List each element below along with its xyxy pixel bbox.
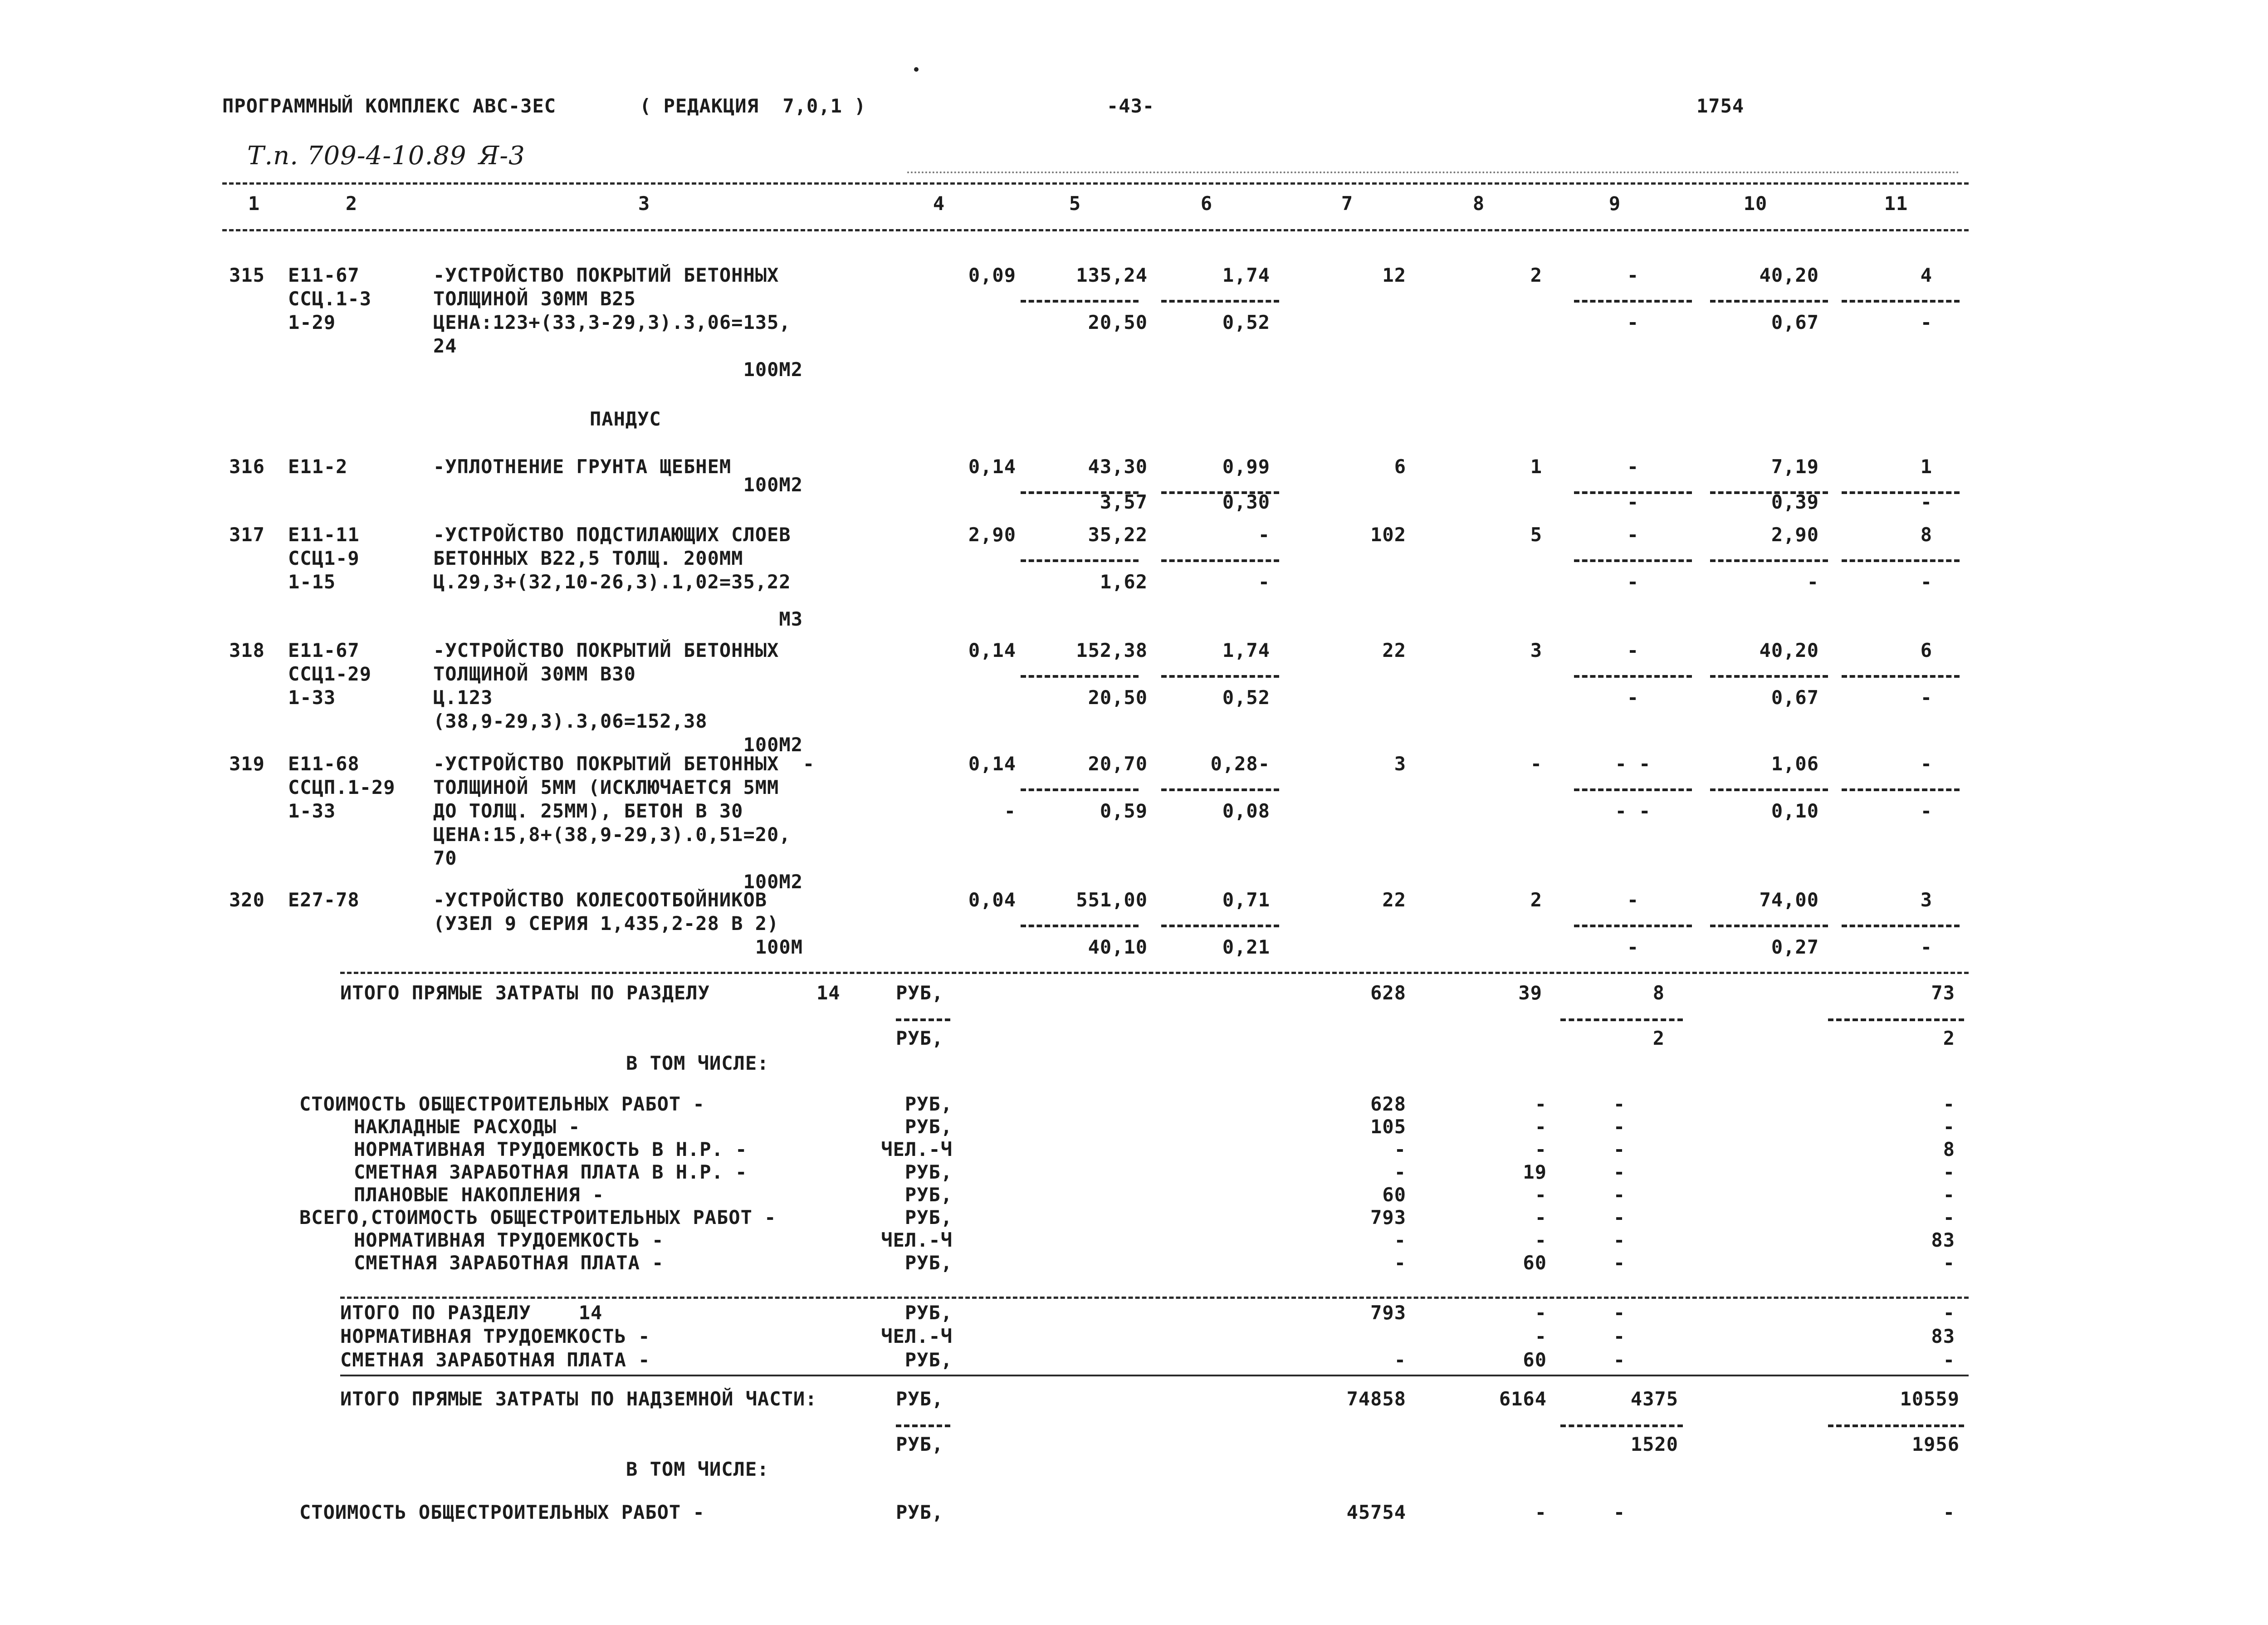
cell-col10-sub: 0,39: [1771, 491, 1819, 513]
section-total-unit: РУБ,: [904, 1302, 953, 1324]
direct-costs-col8: 39: [1518, 982, 1542, 1004]
cell-col5-sub: 1,62: [1100, 571, 1148, 593]
section-total-col8: -: [1535, 1325, 1547, 1347]
cell-col10-sub: 0,27: [1771, 936, 1819, 958]
total-line-col11: -: [1943, 1116, 1955, 1138]
cell-col8: -: [1530, 753, 1542, 775]
section-total-col11: -: [1943, 1349, 1955, 1371]
subtotal-rule: [340, 1297, 1969, 1299]
fraction-currency: [896, 1018, 950, 1021]
column-header-9: 9: [1608, 192, 1621, 215]
cell-col11-sub: -: [1920, 800, 1932, 822]
cell-col4: 0,14: [968, 753, 1016, 775]
cell-col6-sub: -: [1258, 571, 1270, 593]
row-code: 1-33: [288, 686, 336, 709]
fraction-col6: [1161, 300, 1279, 303]
section-total-unit: РУБ,: [904, 1349, 953, 1371]
cell-col11: 4: [1920, 264, 1932, 286]
program-title: ПРОГРАММНЫЙ КОМПЛЕКС АВС-ЗЕС: [222, 95, 557, 117]
section-total-col11: 83: [1931, 1325, 1955, 1347]
direct-costs-col11: 73: [1931, 982, 1955, 1004]
section-total-col7: 793: [1370, 1302, 1406, 1324]
cell-col9-sub: -: [1627, 491, 1639, 513]
direct-costs-col11-sub: 2: [1943, 1027, 1955, 1049]
total-line-col7: 793: [1370, 1206, 1406, 1229]
total-line-col7: 105: [1370, 1116, 1406, 1138]
currency-label: РУБ,: [896, 982, 944, 1004]
cell-col5-sub: 3,57: [1100, 491, 1148, 513]
column-header-2: 2: [345, 192, 358, 215]
cell-col9-sub: -: [1627, 311, 1639, 333]
cell-col10-sub: 0,10: [1771, 800, 1819, 822]
cell-col10: 7,19: [1771, 455, 1819, 478]
cell-col11: 1: [1920, 455, 1932, 478]
section-total-col8: 60: [1523, 1349, 1547, 1371]
fraction-above-col9: [1560, 1424, 1683, 1427]
total-line-unit: ЧЕЛ.-Ч: [881, 1138, 953, 1160]
fraction-col9: [1574, 925, 1692, 927]
total-line-label: ВСЕГО,СТОИМОСТЬ ОБЩЕСТРОИТЕЛЬНЫХ РАБОТ -: [299, 1206, 777, 1229]
cell-col11: -: [1920, 753, 1932, 775]
column-header-10: 10: [1743, 192, 1768, 215]
row-description: Ц.123: [433, 686, 493, 709]
cell-col5: 551,00: [1076, 889, 1148, 911]
fraction-col9: [1574, 675, 1692, 678]
total-line-col7: 628: [1370, 1093, 1406, 1115]
cell-col6-sub: 0,30: [1222, 491, 1270, 513]
fraction-col6: [1161, 788, 1279, 791]
cell-col9: -: [1627, 639, 1639, 661]
cell-col9: -: [1627, 889, 1639, 911]
cell-col8: 5: [1530, 524, 1542, 546]
column-header-1: 1: [248, 192, 260, 215]
cell-col6: 0,71: [1222, 889, 1270, 911]
row-description: (УЗЕЛ 9 СЕРИЯ 1,435,2-28 В 2): [433, 912, 779, 935]
row-description: БЕТОННЫХ В22,5 ТОЛЩ. 200ММ: [433, 547, 743, 569]
row-description: (38,9-29,3).3,06=152,38: [433, 710, 708, 732]
cell-col8: 2: [1530, 264, 1542, 286]
total-line-col8: 19: [1523, 1161, 1547, 1183]
page-number: -43-: [1107, 95, 1155, 117]
sheet-number: 1754: [1696, 95, 1745, 117]
total-line-col9: -: [1613, 1206, 1626, 1229]
fraction-col5: [1021, 300, 1139, 303]
cell-col10: 40,20: [1759, 264, 1819, 286]
section-total-col9: -: [1613, 1349, 1626, 1371]
total-line-col11: 8: [1943, 1138, 1955, 1160]
above-ground-label: ИТОГО ПРЯМЫЕ ЗАТРАТЫ ПО НАДЗЕМНОЙ ЧАСТИ:: [340, 1388, 817, 1410]
row-description: ТОЛЩИНОЙ 30ММ В30: [433, 663, 636, 685]
cell-col4-sub: -: [1004, 800, 1016, 822]
total-line-label: СТОИМОСТЬ ОБЩЕСТРОИТЕЛЬНЫХ РАБОТ -: [299, 1093, 705, 1115]
total-line-col11: -: [1943, 1206, 1955, 1229]
cell-col6: 1,74: [1222, 264, 1270, 286]
total-line-label: НОРМАТИВНАЯ ТРУДОЕМКОСТЬ В Н.Р. -: [354, 1138, 748, 1160]
total-line-col11: -: [1943, 1252, 1955, 1274]
header-bottom-rule: [222, 229, 1969, 231]
cell-col6-sub: 0,52: [1222, 686, 1270, 709]
total-line-label: ПЛАНОВЫЕ НАКОПЛЕНИЯ -: [354, 1184, 605, 1206]
above-ground-col11: 10559: [1900, 1388, 1960, 1410]
column-header-5: 5: [1069, 192, 1081, 215]
cell-col7: 102: [1370, 524, 1406, 546]
total-line-col7: 60: [1382, 1184, 1406, 1206]
cell-col9: -: [1627, 264, 1639, 286]
total-line-col7: -: [1394, 1229, 1406, 1251]
handwritten-reference: Т.п. 709-4-10.89: [247, 141, 467, 171]
row-description: ЦЕНА:123+(33,3-29,3).3,06=135,: [433, 311, 791, 333]
currency-label: РУБ,: [896, 1388, 944, 1410]
row-code: ССЦ.1-3: [288, 288, 372, 310]
cell-col9: - -: [1615, 753, 1651, 775]
direct-costs-col7: 628: [1370, 982, 1406, 1004]
cell-col5: 152,38: [1076, 639, 1148, 661]
total-line-col7: -: [1394, 1138, 1406, 1160]
fraction-col11: [1842, 675, 1960, 678]
general-works-label: СТОИМОСТЬ ОБЩЕСТРОИТЕЛЬНЫХ РАБОТ -: [299, 1501, 705, 1523]
cell-col4: 0,14: [968, 639, 1016, 661]
cell-col9-sub: -: [1627, 686, 1639, 709]
cell-col9-sub: - -: [1615, 800, 1651, 822]
above-ground-rule: [340, 1375, 1969, 1376]
fraction-col10: [1710, 788, 1828, 791]
section-total-label: НОРМАТИВНАЯ ТРУДОЕМКОСТЬ -: [340, 1325, 650, 1347]
section-total-col11: -: [1943, 1302, 1955, 1324]
row-description: -УПЛОТНЕНИЕ ГРУНТА ЩЕБНЕМ: [433, 455, 732, 478]
fraction-col11: [1842, 300, 1960, 303]
above-ground-col9: 4375: [1630, 1388, 1678, 1410]
currency-label: РУБ,: [896, 1433, 944, 1455]
cell-col5: 35,22: [1088, 524, 1148, 546]
fraction-col10: [1710, 559, 1828, 562]
row-code: Е11-67: [288, 264, 360, 286]
row-code: ССЦ1-29: [288, 663, 372, 685]
total-line-unit: РУБ,: [904, 1093, 953, 1115]
fraction-col6: [1161, 925, 1279, 927]
row-description: 24: [433, 335, 457, 357]
fraction-col11: [1842, 559, 1960, 562]
fraction-col11: [1842, 925, 1960, 927]
including-label: В ТОМ ЧИСЛЕ:: [626, 1052, 769, 1074]
row-description: -УСТРОЙСТВО ПОКРЫТИЙ БЕТОННЫХ: [433, 639, 779, 661]
row-unit: М3: [779, 608, 803, 630]
row-code: 1-15: [288, 571, 336, 593]
cell-col9-sub: -: [1627, 936, 1639, 958]
column-header-6: 6: [1200, 192, 1213, 215]
fraction-col9: [1574, 559, 1692, 562]
cell-col5-sub: 20,50: [1088, 686, 1148, 709]
total-line-col8: -: [1535, 1229, 1547, 1251]
fraction-col5: [1021, 925, 1139, 927]
speck-mark: [914, 67, 919, 72]
cell-col5-sub: 40,10: [1088, 936, 1148, 958]
row-code: Е11-11: [288, 524, 360, 546]
row-description: 70: [433, 847, 457, 869]
section-total-col7: -: [1394, 1349, 1406, 1371]
total-line-col8: -: [1535, 1184, 1547, 1206]
fraction-direct-col9: [1560, 1018, 1683, 1021]
cell-col7: 6: [1394, 455, 1406, 478]
cell-col4: 2,90: [968, 524, 1016, 546]
row-number: 320: [229, 889, 265, 911]
cell-col5: 135,24: [1076, 264, 1148, 286]
cell-col10: 2,90: [1771, 524, 1819, 546]
row-code: Е27-78: [288, 889, 360, 911]
total-line-label: НОРМАТИВНАЯ ТРУДОЕМКОСТЬ -: [354, 1229, 664, 1251]
cell-col7: 22: [1382, 639, 1406, 661]
above-ground-col8: 6164: [1499, 1388, 1547, 1410]
cell-col6: 1,74: [1222, 639, 1270, 661]
direct-costs-label: ИТОГО ПРЯМЫЕ ЗАТРАТЫ ПО РАЗДЕЛУ: [340, 982, 710, 1004]
row-description: -УСТРОЙСТВО ПОКРЫТИЙ БЕТОННЫХ -: [433, 753, 815, 775]
cell-col6-sub: 0,08: [1222, 800, 1270, 822]
cell-col11-sub: -: [1920, 491, 1932, 513]
total-line-col8: -: [1535, 1116, 1547, 1138]
total-line-col11: -: [1943, 1093, 1955, 1115]
cell-col11: 3: [1920, 889, 1932, 911]
row-unit: 100М2: [743, 734, 803, 756]
total-line-unit: РУБ,: [904, 1252, 953, 1274]
cell-col4: 0,14: [968, 455, 1016, 478]
section-total-col9: -: [1613, 1325, 1626, 1347]
row-unit: 100М2: [743, 474, 803, 496]
row-unit: 100М2: [743, 871, 803, 893]
direct-costs-col9: 8: [1652, 982, 1665, 1004]
cell-col11: 8: [1920, 524, 1932, 546]
general-works-col7: 45754: [1346, 1501, 1406, 1523]
cell-col8: 2: [1530, 889, 1542, 911]
row-number: 319: [229, 753, 265, 775]
cell-col10: 1,06: [1771, 753, 1819, 775]
total-line-col8: -: [1535, 1093, 1547, 1115]
row-number: 316: [229, 455, 265, 478]
row-description: ДО ТОЛЩ. 25ММ), БЕТОН В 30: [433, 800, 743, 822]
total-line-col9: -: [1613, 1138, 1626, 1160]
column-header-8: 8: [1472, 192, 1485, 215]
total-line-col8: 60: [1523, 1252, 1547, 1274]
total-line-col11: -: [1943, 1184, 1955, 1206]
cell-col10: 74,00: [1759, 889, 1819, 911]
fraction-col10: [1710, 925, 1828, 927]
column-header-4: 4: [933, 192, 945, 215]
cell-col7: 12: [1382, 264, 1406, 286]
total-line-col7: -: [1394, 1161, 1406, 1183]
total-line-col9: -: [1613, 1184, 1626, 1206]
dotted-noise: [907, 171, 1960, 173]
cell-col5: 20,70: [1088, 753, 1148, 775]
total-line-col8: -: [1535, 1138, 1547, 1160]
total-line-col9: -: [1613, 1252, 1626, 1274]
fraction-currency: [896, 1424, 950, 1427]
general-works-col8: -: [1535, 1501, 1547, 1523]
cell-col6-sub: 0,52: [1222, 311, 1270, 333]
cell-col6: -: [1258, 524, 1270, 546]
direct-costs-col9-sub: 2: [1652, 1027, 1665, 1049]
section-total-label: ИТОГО ПО РАЗДЕЛУ 14: [340, 1302, 603, 1324]
fraction-col6: [1161, 559, 1279, 562]
row-code: Е11-68: [288, 753, 360, 775]
cell-col5: 43,30: [1088, 455, 1148, 478]
above-ground-col9-sub: 1520: [1630, 1433, 1678, 1455]
cell-col11-sub: -: [1920, 311, 1932, 333]
general-works-col11: -: [1943, 1501, 1955, 1523]
row-code: 1-33: [288, 800, 336, 822]
cell-col5-sub: 20,50: [1088, 311, 1148, 333]
section-total-col9: -: [1613, 1302, 1626, 1324]
total-line-label: НАКЛАДНЫЕ РАСХОДЫ -: [354, 1116, 581, 1138]
edition-label: ( РЕДАКЦИЯ 7,0,1 ): [640, 95, 866, 117]
fraction-col5: [1021, 559, 1139, 562]
total-line-unit: РУБ,: [904, 1206, 953, 1229]
total-line-unit: ЧЕЛ.-Ч: [881, 1229, 953, 1251]
cell-col6: 0,99: [1222, 455, 1270, 478]
cell-col7: 22: [1382, 889, 1406, 911]
cell-col11-sub: -: [1920, 936, 1932, 958]
fraction-col11: [1842, 788, 1960, 791]
fraction-above-col11: [1828, 1424, 1964, 1427]
cell-col9: -: [1627, 524, 1639, 546]
cell-col7: 3: [1394, 753, 1406, 775]
section-total-label: СМЕТНАЯ ЗАРАБОТНАЯ ПЛАТА -: [340, 1349, 650, 1371]
row-description: Ц.29,3+(32,10-26,3).1,02=35,22: [433, 571, 791, 593]
general-works-unit: РУБ,: [896, 1501, 944, 1523]
cell-col8: 1: [1530, 455, 1542, 478]
row-number: 315: [229, 264, 265, 286]
fraction-col10: [1710, 675, 1828, 678]
cell-col6: 0,28-: [1210, 753, 1270, 775]
total-line-col9: -: [1613, 1093, 1626, 1115]
cell-col4: 0,04: [968, 889, 1016, 911]
section-total-unit: ЧЕЛ.-Ч: [881, 1325, 953, 1347]
row-code: ССЦ1-9: [288, 547, 360, 569]
fraction-col9: [1574, 300, 1692, 303]
cell-col11-sub: -: [1920, 686, 1932, 709]
row-description: -УСТРОЙСТВО КОЛЕСООТБОЙНИКОВ: [433, 889, 767, 911]
cell-col9-sub: -: [1627, 571, 1639, 593]
section-rule: [340, 972, 1969, 974]
cell-col10-sub: 0,67: [1771, 311, 1819, 333]
row-description: ЦЕНА:15,8+(38,9-29,3).0,51=20,: [433, 823, 791, 846]
fraction-direct-col11: [1828, 1018, 1964, 1021]
cell-col5-sub: 0,59: [1100, 800, 1148, 822]
row-number: 318: [229, 639, 265, 661]
row-unit: 100М2: [743, 358, 803, 381]
direct-costs-section: 14: [816, 982, 841, 1004]
fraction-col5: [1021, 788, 1139, 791]
fraction-col5: [1021, 675, 1139, 678]
total-line-unit: РУБ,: [904, 1184, 953, 1206]
section-heading: ПАНДУС: [590, 408, 661, 430]
row-code: Е11-2: [288, 455, 348, 478]
cell-col9: -: [1627, 455, 1639, 478]
currency-label: РУБ,: [896, 1027, 944, 1049]
total-line-unit: РУБ,: [904, 1116, 953, 1138]
including-label-2: В ТОМ ЧИСЛЕ:: [626, 1458, 769, 1480]
total-line-col7: -: [1394, 1252, 1406, 1274]
section-total-col8: -: [1535, 1302, 1547, 1324]
total-line-col8: -: [1535, 1206, 1547, 1229]
total-line-col11: -: [1943, 1161, 1955, 1183]
row-description: ТОЛЩИНОЙ 30ММ В25: [433, 288, 636, 310]
header-top-rule: [222, 182, 1969, 185]
above-ground-col11-sub: 1956: [1911, 1433, 1960, 1455]
fraction-col9: [1574, 788, 1692, 791]
column-header-11: 11: [1884, 192, 1908, 215]
row-description: -УСТРОЙСТВО ПОКРЫТИЙ БЕТОННЫХ: [433, 264, 779, 286]
row-code: Е11-67: [288, 639, 360, 661]
row-code: ССЦП.1-29: [288, 776, 396, 798]
cell-col10-sub: -: [1807, 571, 1819, 593]
cell-col11-sub: -: [1920, 571, 1932, 593]
total-line-label: СМЕТНАЯ ЗАРАБОТНАЯ ПЛАТА -: [354, 1252, 664, 1274]
cell-col6-sub: 0,21: [1222, 936, 1270, 958]
handwritten-code: Я-3: [479, 141, 525, 171]
total-line-label: СМЕТНАЯ ЗАРАБОТНАЯ ПЛАТА В Н.Р. -: [354, 1161, 748, 1183]
column-header-3: 3: [638, 192, 650, 215]
general-works-col9: -: [1613, 1501, 1626, 1523]
total-line-col9: -: [1613, 1229, 1626, 1251]
cell-col10: 40,20: [1759, 639, 1819, 661]
cell-col8: 3: [1530, 639, 1542, 661]
above-ground-col7: 74858: [1346, 1388, 1406, 1410]
fraction-col10: [1710, 300, 1828, 303]
total-line-unit: РУБ,: [904, 1161, 953, 1183]
cell-col11: 6: [1920, 639, 1932, 661]
row-description: -УСТРОЙСТВО ПОДСТИЛАЮЩИХ СЛОЕВ: [433, 524, 791, 546]
cell-col10-sub: 0,67: [1771, 686, 1819, 709]
row-unit: 100М: [755, 936, 803, 958]
row-description: ТОЛЩИНОЙ 5ММ (ИСКЛЮЧАЕТСЯ 5ММ: [433, 776, 779, 798]
row-code: 1-29: [288, 311, 336, 333]
row-number: 317: [229, 524, 265, 546]
total-line-col9: -: [1613, 1161, 1626, 1183]
fraction-col6: [1161, 675, 1279, 678]
total-line-col11: 83: [1931, 1229, 1955, 1251]
total-line-col9: -: [1613, 1116, 1626, 1138]
cell-col4: 0,09: [968, 264, 1016, 286]
column-header-7: 7: [1341, 192, 1354, 215]
